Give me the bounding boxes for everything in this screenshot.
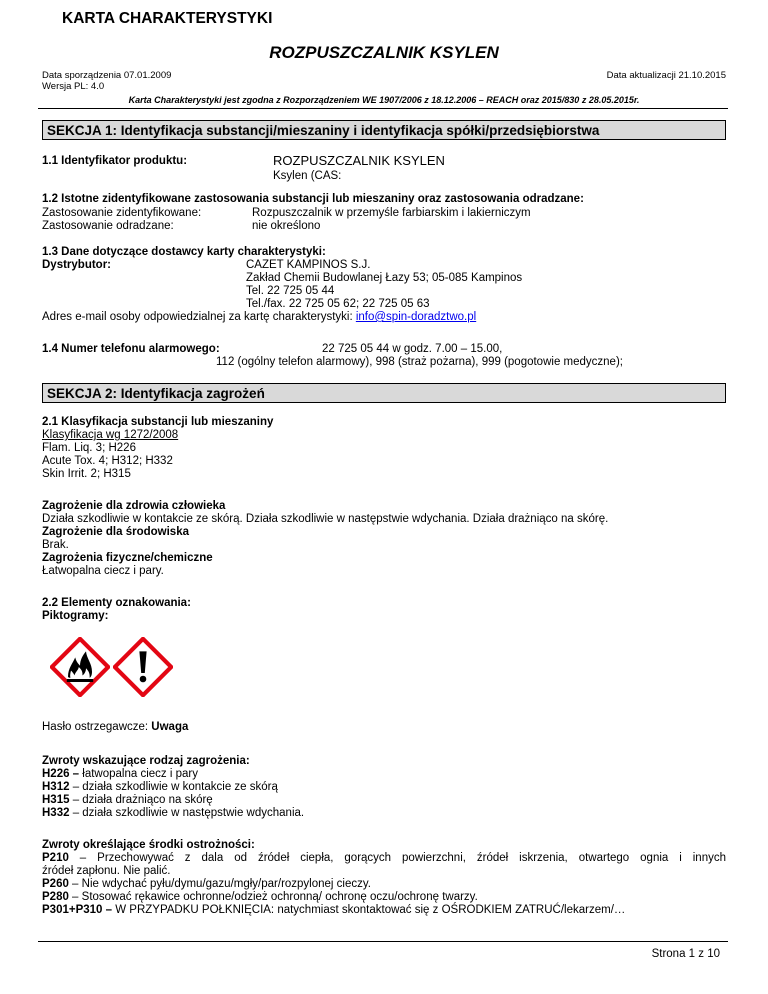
health-text: Działa szkodliwie w kontakcie ze skórą. Działa szkodliwie w następstwie wdychania. Działa drażniąco na skórę. bbox=[42, 513, 609, 525]
env-text: Brak. bbox=[42, 539, 69, 551]
signal-label: Hasło ostrzegawcze: bbox=[42, 721, 152, 733]
classification-heading: 2.1 Klasyfikacja substancji lub mieszaniny bbox=[42, 416, 274, 428]
signal-word-line bbox=[42, 721, 188, 733]
distributor-name: CAZET KAMPINOS S.J. bbox=[246, 259, 371, 271]
uses-heading: 1.2 Istotne zidentyfikowane zastosowania substancji lub mieszaniny oraz zastosowania odradzane: bbox=[42, 193, 584, 205]
use-identified-value: Rozpuszczalnik w przemyśle farbiarskim i lakierniczym bbox=[252, 207, 531, 219]
labelling-heading: 2.2 Elementy oznakowania: bbox=[42, 597, 191, 609]
signal-word: Uwaga bbox=[151, 721, 189, 733]
emergency-line1: 22 725 05 44 w godz. 7.00 – 15.00, bbox=[322, 343, 503, 355]
p-statement bbox=[42, 891, 478, 903]
product-identifier-label: 1.1 Identyfikator produktu: bbox=[42, 155, 188, 167]
product-title: ROZPUSZCZALNIK KSYLEN bbox=[269, 43, 499, 62]
use-discouraged-value: nie określono bbox=[252, 220, 321, 232]
p210-line1 bbox=[42, 852, 726, 864]
h-text: łatwopalna ciecz i pary bbox=[79, 768, 198, 780]
h-statements-heading: Zwroty wskazujące rodzaj zagrożenia: bbox=[42, 755, 250, 767]
p-text: – Nie wdychać pyłu/dymu/gazu/mgły/par/rozpylonej cieczy. bbox=[68, 878, 371, 890]
product-cas: Ksylen (CAS: bbox=[273, 170, 342, 182]
use-identified-label: Zastosowanie zidentyfikowane: bbox=[42, 207, 202, 219]
footer-divider bbox=[38, 941, 728, 942]
exclamation-icon bbox=[113, 637, 173, 697]
p-code: P280 bbox=[42, 891, 69, 903]
header-divider bbox=[38, 108, 728, 109]
health-heading: Zagrożenie dla zdrowia człowieka bbox=[42, 500, 226, 512]
classification-line: Acute Tox. 4; H312; H332 bbox=[42, 455, 173, 467]
p-text: W PRZYPADKU POŁKNIĘCIA: natychmiast skontaktować się z OŚRODKIEM ZATRUĆ/lekarzem/… bbox=[112, 904, 626, 916]
h-text: – działa szkodliwie w następstwie wdychania. bbox=[69, 807, 305, 819]
section2-heading: SEKCJA 2: Identyfikacja zagrożeń bbox=[42, 383, 726, 403]
use-discouraged-label: Zastosowanie odradzane: bbox=[42, 220, 174, 232]
pictograms-label: Piktogramy: bbox=[42, 610, 109, 622]
product-identifier-value: ROZPUSZCZALNIK KSYLEN bbox=[273, 153, 445, 168]
classification-line: Flam. Liq. 3; H226 bbox=[42, 442, 136, 454]
emergency-label: 1.4 Numer telefonu alarmowego: bbox=[42, 343, 220, 355]
phys-heading: Zagrożenia fizyczne/chemiczne bbox=[42, 552, 213, 564]
section1-heading: SEKCJA 1: Identyfikacja substancji/mieszaniny i identyfikacja spółki/przedsiębiorstwa bbox=[42, 120, 726, 140]
p-code: P260 bbox=[42, 878, 69, 890]
h-code: H312 bbox=[42, 781, 70, 793]
p-code: P301+P310 – bbox=[42, 904, 113, 916]
page-number: Strona 1 z 10 bbox=[651, 948, 720, 960]
p210-line2: źródeł zapłonu. Nie palić. bbox=[42, 865, 171, 877]
h-statement bbox=[42, 781, 278, 793]
h-statement bbox=[42, 807, 304, 819]
classification-title: Klasyfikacja wg 1272/2008 bbox=[42, 429, 179, 441]
p-statements-heading: Zwroty określające środki ostrożności: bbox=[42, 839, 255, 851]
supplier-heading: 1.3 Dane dotyczące dostawcy karty charakterystyki: bbox=[42, 246, 326, 258]
h-statement bbox=[42, 768, 198, 780]
p-statement bbox=[42, 878, 371, 890]
distributor-label: Dystrybutor: bbox=[42, 259, 112, 271]
distributor-address: Zakład Chemii Budowlanej Łazy 53; 05-085 Kampinos bbox=[246, 272, 523, 284]
p-statement bbox=[42, 904, 625, 916]
classification-line: Skin Irrit. 2; H315 bbox=[42, 468, 131, 480]
distributor-phone: Tel. 22 725 05 44 bbox=[246, 285, 335, 297]
h-text: – działa drażniąco na skórę bbox=[69, 794, 213, 806]
distributor-fax: Tel./fax. 22 725 05 62; 22 725 05 63 bbox=[246, 298, 430, 310]
h-code: H332 bbox=[42, 807, 70, 819]
h-statement bbox=[42, 794, 213, 806]
h-code: H226 – bbox=[42, 768, 80, 780]
p-code: P210 bbox=[42, 852, 69, 864]
h-code: H315 bbox=[42, 794, 70, 806]
legal-note: Karta Charakterystyki jest zgodna z Rozporządzeniem WE 1907/2006 z 18.12.2006 – REACH oraz 2015/830 z 28.05.2015r. bbox=[128, 95, 640, 105]
version: Wersja PL: 4.0 bbox=[42, 81, 105, 92]
document-kind: KARTA CHARAKTERYSTYKI bbox=[62, 10, 273, 27]
email-label: Adres e-mail osoby odpowiedzialnej za kartę charakterystyki: bbox=[42, 311, 356, 323]
phys-text: Łatwopalna ciecz i pary. bbox=[42, 565, 164, 577]
p-text: – Stosować rękawice ochronne/odzież ochronną/ ochronę oczu/ochronę twarzy. bbox=[68, 891, 478, 903]
h-text: – działa szkodliwie w kontakcie ze skórą bbox=[69, 781, 278, 793]
email-line bbox=[42, 311, 476, 323]
flame-icon bbox=[50, 637, 110, 697]
emergency-line2: 112 (ogólny telefon alarmowy), 998 (straż pożarna), 999 (pogotowie medyczne); bbox=[216, 356, 623, 368]
p-text: – Przechowywać z dala od źródeł ciepła, gorących powierzchni, źródeł iskrzenia, otwartego ognia i innych bbox=[68, 852, 726, 864]
date-created: Data sporządzenia 07.01.2009 bbox=[42, 70, 172, 81]
env-heading: Zagrożenie dla środowiska bbox=[42, 526, 189, 538]
date-updated: Data aktualizacji 21.10.2015 bbox=[606, 70, 726, 81]
email-link[interactable]: info@spin-doradztwo.pl bbox=[355, 311, 477, 323]
